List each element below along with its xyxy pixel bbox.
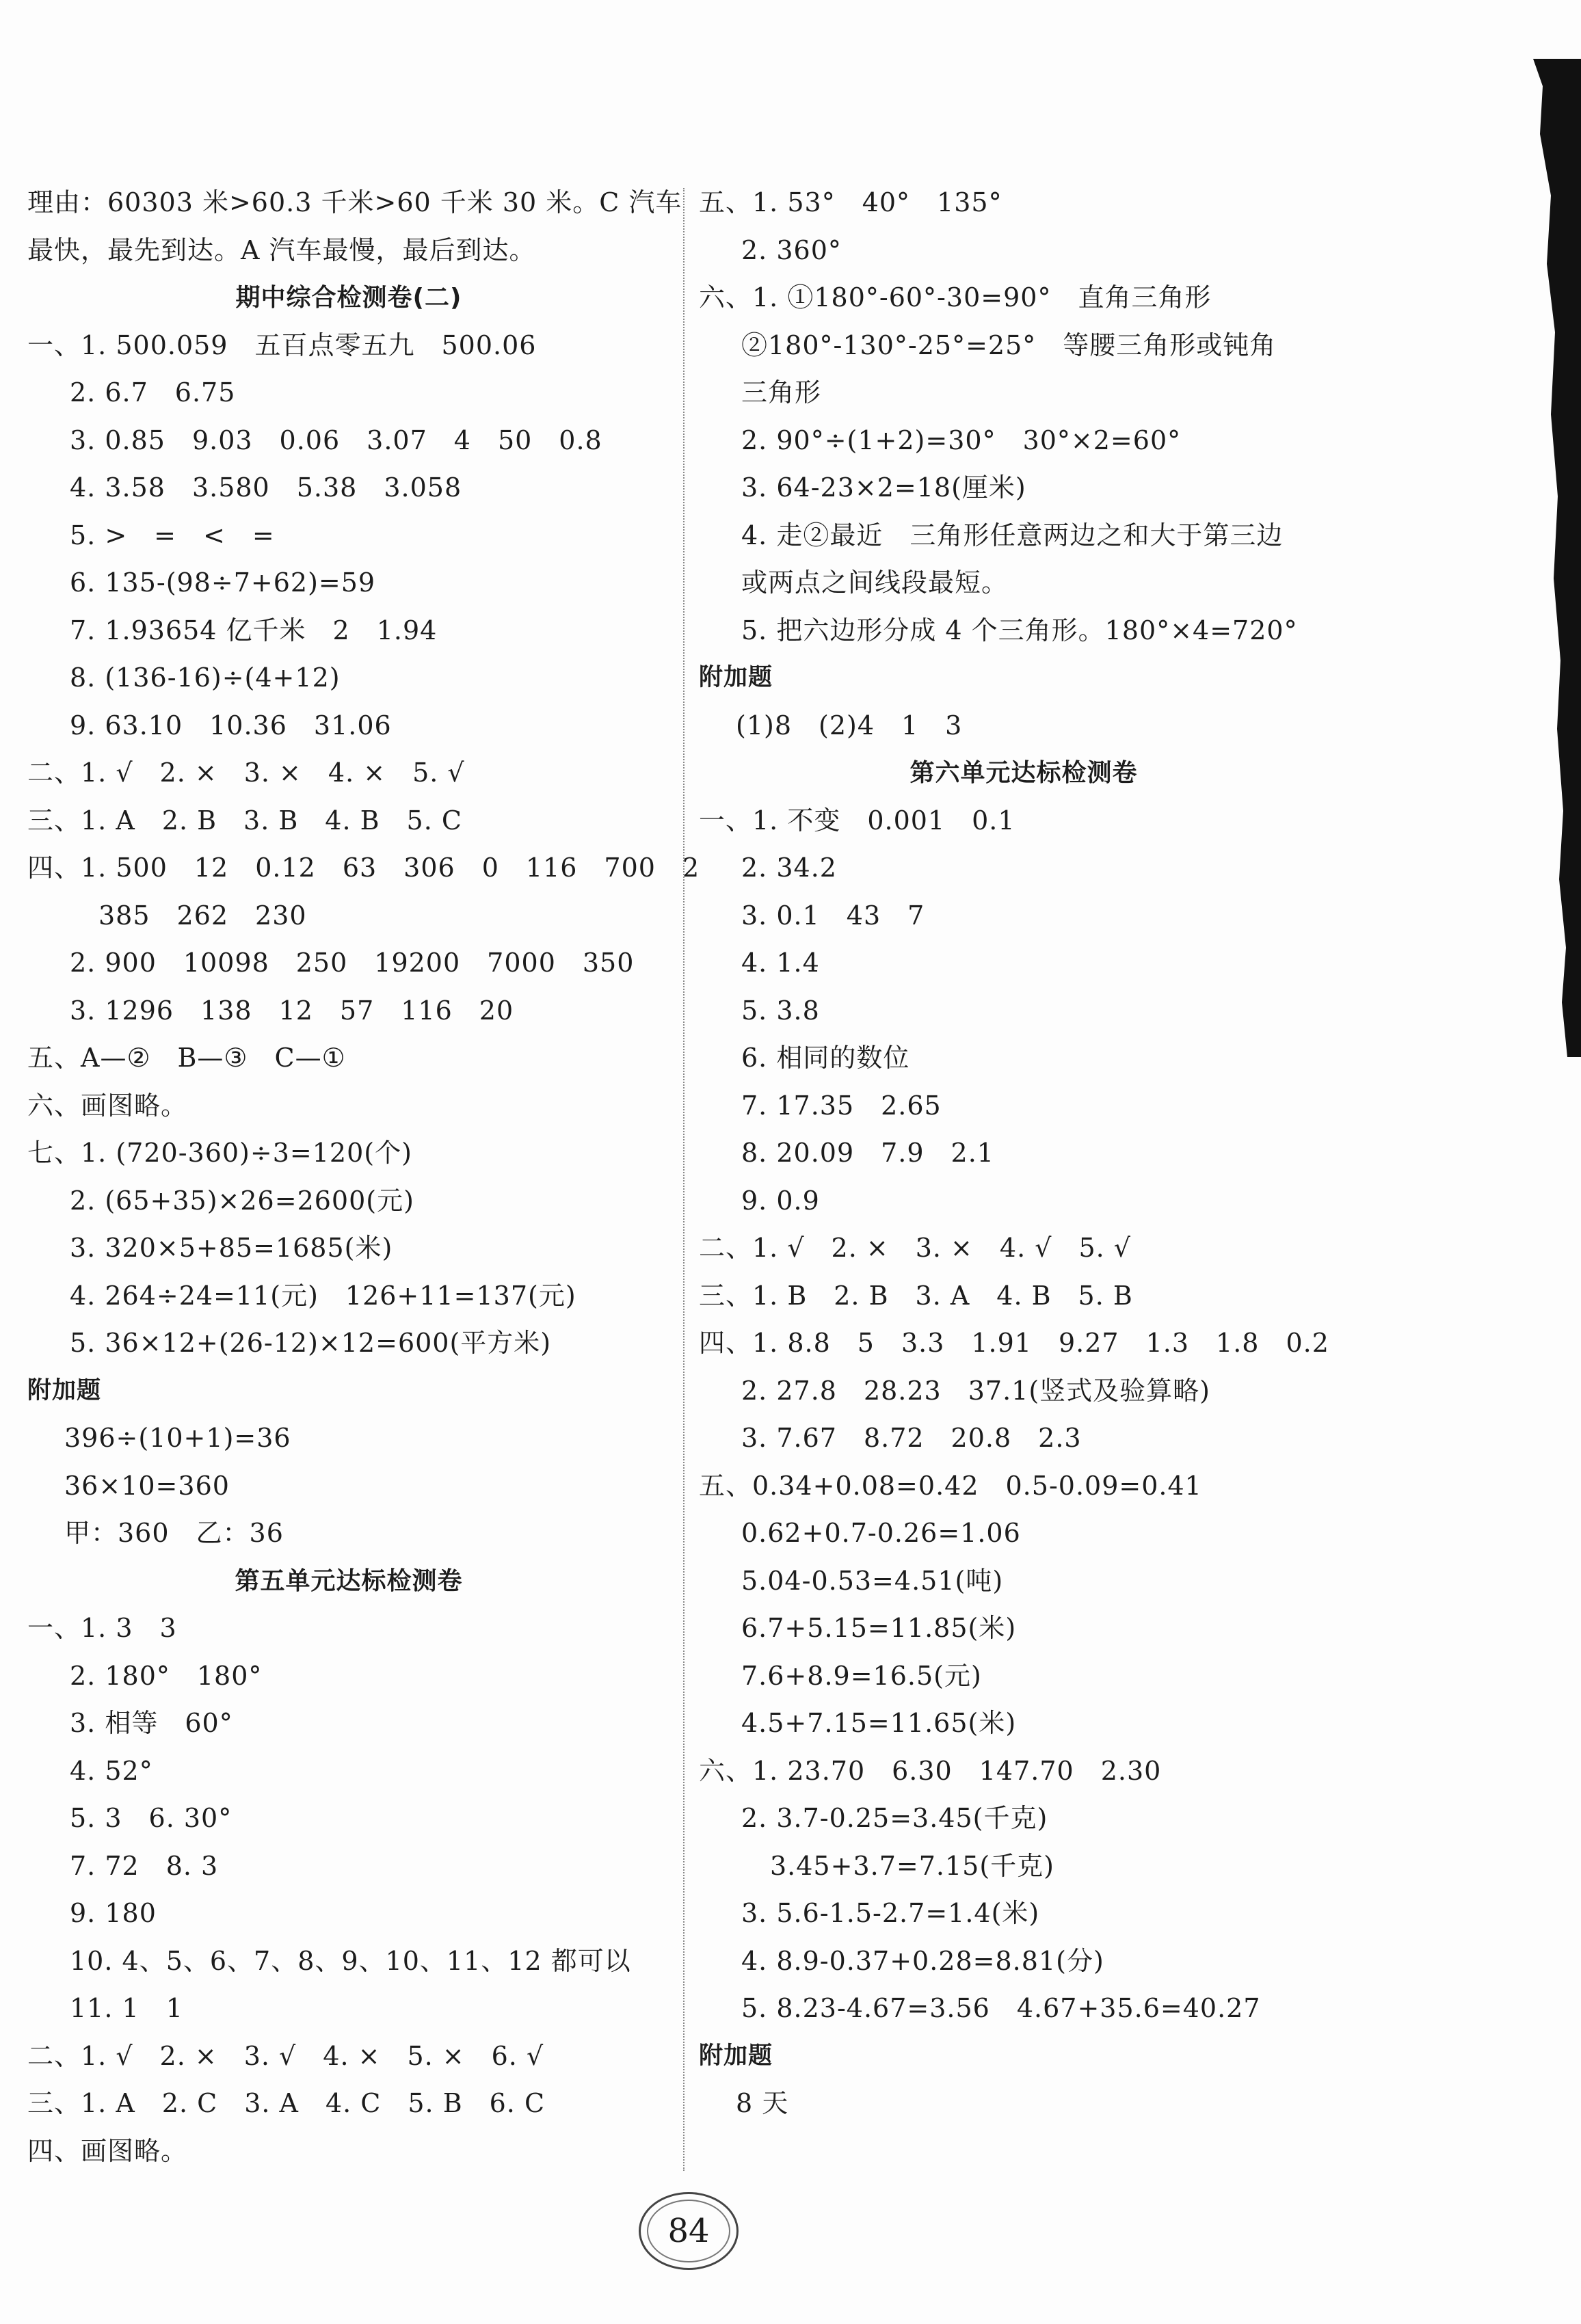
answer-line: 0.62+0.7-0.26=1.06: [741, 1518, 1021, 1548]
answer-line: 2. 27.8 28.23 37.1(竖式及验算略): [741, 1375, 1210, 1406]
answer-line: 3. 320×5+85=1685(米): [70, 1233, 393, 1263]
torn-edge-shadow: [1519, 59, 1581, 1057]
answer-line: 5. 3 6. 30°: [70, 1803, 232, 1833]
answer-line: 8. 20.09 7.9 2.1: [741, 1138, 994, 1168]
answer-line: 2. 900 10098 250 19200 7000 350: [70, 948, 635, 978]
answer-line: 7. 1.93654 亿千米 2 1.94: [70, 615, 438, 645]
answer-line: 9. 63.10 10.36 31.06: [70, 710, 392, 740]
right-answer-column: [699, 179, 1348, 2128]
answer-line: 5. 把六边形分成 4 个三角形。180°×4=720°: [741, 615, 1298, 645]
answer-line: 最快，最先到达。A 汽车最慢，最后到达。: [27, 235, 536, 265]
answer-line: 四、1. 8.8 5 3.3 1.91 9.27 1.3 1.8 0.2: [699, 1328, 1329, 1358]
answer-line: 三、1. A 2. C 3. A 4. C 5. B 6. C: [27, 2088, 546, 2118]
answer-line: 5. > = < =: [70, 520, 275, 550]
answer-line: 一、1. 3 3: [27, 1613, 177, 1643]
answer-line: (1)8 (2)4 1 3: [736, 710, 963, 740]
answer-line: 六、1. ①180°-60°-30=90° 直角三角形: [699, 282, 1212, 312]
column-divider: [683, 188, 685, 2171]
answer-line: 5.04-0.53=4.51(吨): [741, 1565, 1004, 1596]
answer-line: 4. 8.9-0.37+0.28=8.81(分): [741, 1945, 1104, 1976]
answer-line: 理由：60303 米>60.3 千米>60 千米 30 米。C 汽车: [27, 187, 682, 217]
answer-line: 四、1. 500 12 0.12 63 306 0 116 700 2: [27, 853, 700, 883]
answer-line: 6. 相同的数位: [741, 1043, 910, 1073]
answer-line: 2. 3.7-0.25=3.45(千克): [741, 1803, 1048, 1833]
bonus-label: 附加题: [27, 1376, 102, 1404]
answer-line: 四、画图略。: [27, 2135, 188, 2166]
answer-line: 4.5+7.15=11.65(米): [741, 1708, 1017, 1738]
answer-line: 五、A—② B—③ C—①: [27, 1043, 346, 1073]
answer-line: 9. 180: [70, 1898, 157, 1928]
answer-line: 7.6+8.9=16.5(元): [741, 1660, 982, 1691]
answer-line: 4. 52°: [70, 1755, 153, 1786]
answer-line: 2. 360°: [741, 235, 842, 265]
page-number: 84: [647, 2200, 730, 2262]
answer-line: 8 天: [736, 2088, 789, 2118]
answer-line: 4. 走②最近 三角形任意两边之和大于第三边: [741, 520, 1284, 550]
bonus-label: 附加题: [699, 2042, 773, 2070]
answer-line: 5. 36×12+(26-12)×12=600(平方米): [70, 1328, 552, 1358]
answer-line: 3. 64-23×2=18(厘米): [741, 472, 1026, 503]
bonus-label: 附加题: [699, 664, 773, 691]
answer-line: 2. 90°÷(1+2)=30° 30°×2=60°: [741, 425, 1182, 455]
answer-line: 二、1. √ 2. × 3. √ 4. × 5. × 6. √: [27, 2040, 544, 2071]
answer-line: 4. 1.4: [741, 948, 820, 978]
answer-line: 3. 相等 60°: [70, 1708, 233, 1738]
answer-line: 一、1. 500.059 五百点零五九 500.06: [27, 330, 537, 360]
answer-line: 二、1. √ 2. × 3. × 4. × 5. √: [27, 758, 465, 788]
answer-line: 三、1. B 2. B 3. A 4. B 5. B: [699, 1280, 1133, 1311]
answer-line: 2. 34.2: [741, 853, 837, 883]
answer-line: 二、1. √ 2. × 3. × 4. √ 5. √: [699, 1233, 1131, 1263]
answer-line: 396÷(10+1)=36: [64, 1423, 291, 1453]
answer-line: 或两点之间线段最短。: [741, 567, 1009, 598]
answer-line: 六、画图略。: [27, 1090, 188, 1121]
answer-line: 3. 5.6-1.5-2.7=1.4(米): [741, 1898, 1040, 1928]
section-title: 第五单元达标检测卷: [235, 1566, 463, 1595]
answer-line: 五、0.34+0.08=0.42 0.5-0.09=0.41: [699, 1470, 1202, 1501]
left-answer-column: [27, 179, 700, 2175]
answer-line: 7. 17.35 2.65: [741, 1090, 942, 1121]
answer-line: 36×10=360: [64, 1470, 230, 1501]
answer-line: 三、1. A 2. B 3. B 4. B 5. C: [27, 805, 462, 836]
answer-line: 3. 0.85 9.03 0.06 3.07 4 50 0.8: [70, 425, 602, 455]
answer-line: 2. 180° 180°: [70, 1660, 263, 1691]
answer-line: 385 262 230: [98, 900, 307, 931]
answer-line: 2. (65+35)×26=2600(元): [70, 1185, 414, 1216]
answer-line: 六、1. 23.70 6.30 147.70 2.30: [699, 1755, 1162, 1786]
answer-line: 5. 3.8: [741, 995, 820, 1026]
answer-line: 9. 0.9: [741, 1185, 820, 1216]
answer-line: 5. 8.23-4.67=3.56 4.67+35.6=40.27: [741, 1993, 1261, 2023]
answer-line: 五、1. 53° 40° 135°: [699, 187, 1002, 217]
answer-line: ②180°-130°-25°=25° 等腰三角形或钝角: [741, 330, 1277, 360]
answer-line: 三角形: [741, 377, 822, 408]
section-title: 期中综合检测卷(二): [235, 284, 462, 312]
answer-line: 2. 6.7 6.75: [70, 377, 236, 408]
answer-line: 6.7+5.15=11.85(米): [741, 1613, 1017, 1643]
answer-line: 甲：360 乙：36: [64, 1518, 284, 1548]
section-title: 第六单元达标检测卷: [909, 759, 1138, 787]
answer-line: 七、1. (720-360)÷3=120(个): [27, 1138, 412, 1168]
answer-line: 3. 7.67 8.72 20.8 2.3: [741, 1423, 1082, 1453]
answer-line: 3. 1296 138 12 57 116 20: [70, 995, 514, 1026]
answer-line: 4. 3.58 3.580 5.38 3.058: [70, 472, 462, 503]
answer-line: 8. (136-16)÷(4+12): [70, 663, 341, 693]
answer-line: 7. 72 8. 3: [70, 1850, 219, 1881]
answer-line: 3. 0.1 43 7: [741, 900, 925, 931]
answer-line: 一、1. 不变 0.001 0.1: [699, 805, 1015, 836]
answer-line: 11. 1 1: [70, 1993, 183, 2023]
page-number-badge: [639, 2192, 739, 2270]
answer-line: 6. 135-(98÷7+62)=59: [70, 567, 376, 598]
answer-line: 10. 4、5、6、7、8、9、10、11、12 都可以: [70, 1945, 631, 1976]
answer-line: 4. 264÷24=11(元) 126+11=137(元): [70, 1280, 576, 1311]
answer-line: 3.45+3.7=7.15(千克): [770, 1850, 1054, 1881]
